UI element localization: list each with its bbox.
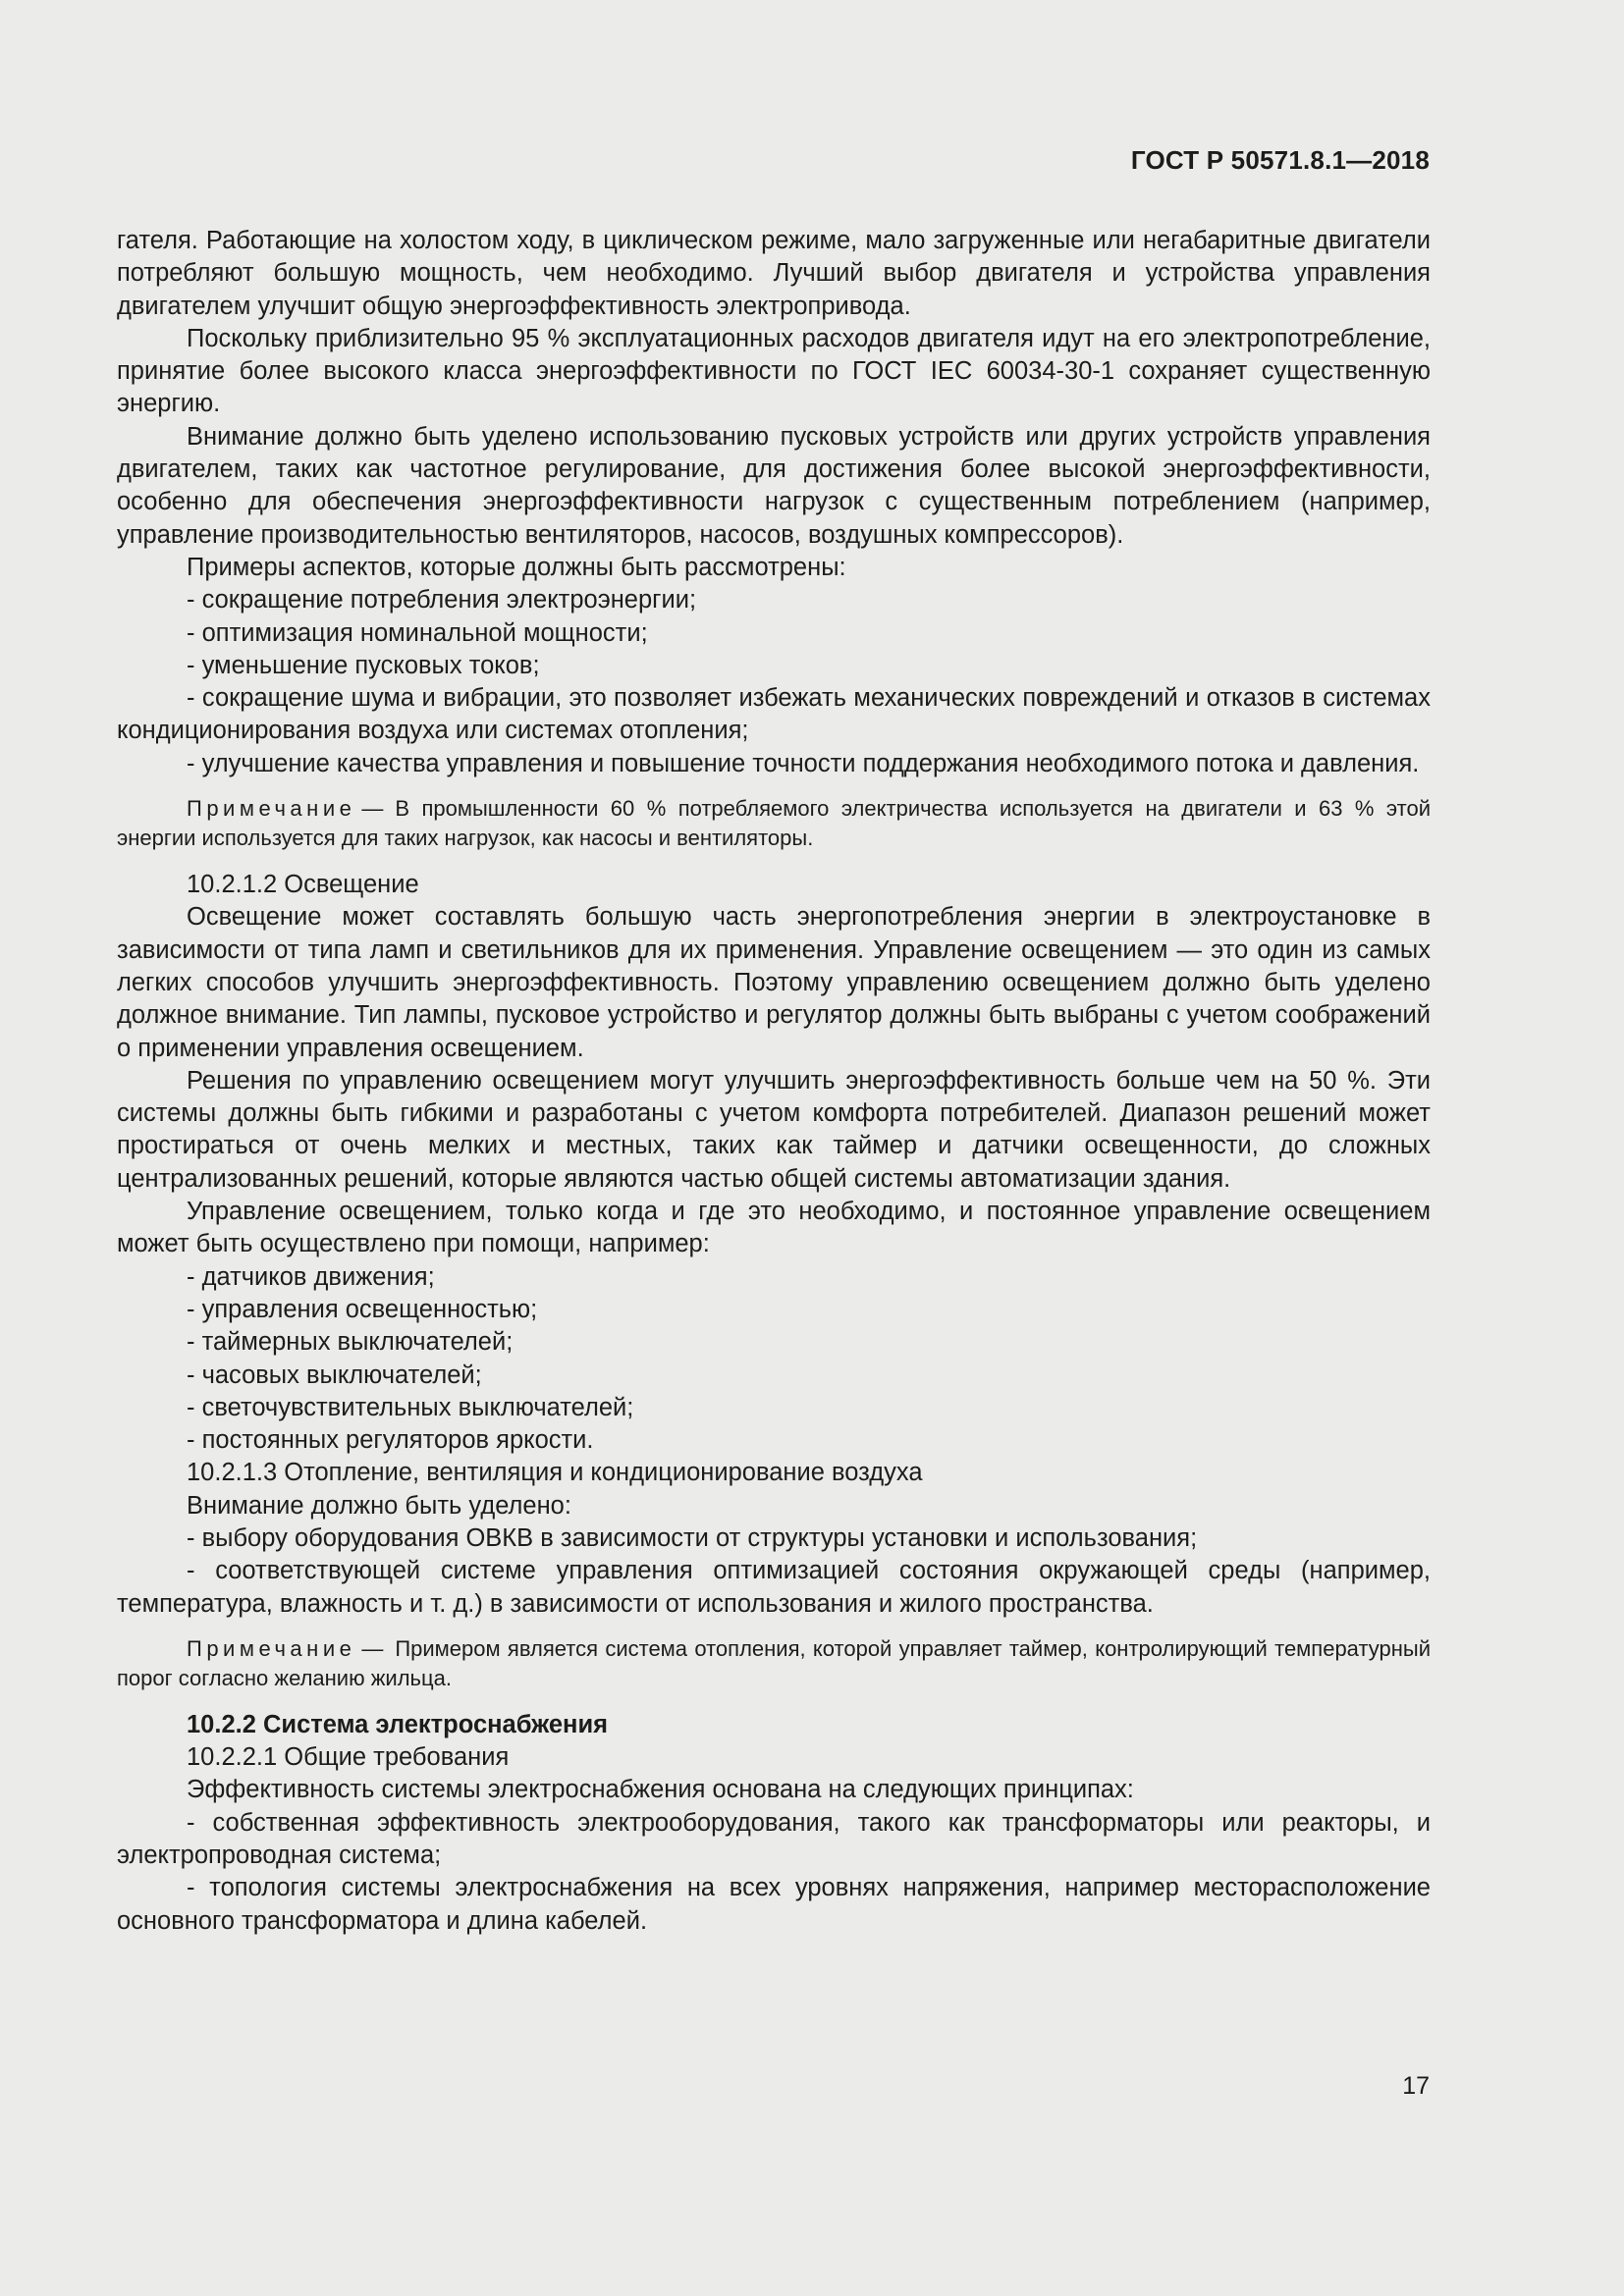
paragraph: Внимание должно быть уделено использованию пусковых устройств или других устройств управления двигателем, таких как частотное регулирование, для достижения более высокой энергоэффективности, особенно для обеспечения энергоэффективности нагрузок с существенным потреблением (например, управление производительностью вентиляторов, насосов, воздушных компрессоров). (117, 422, 1431, 549)
note-label: Примечание (187, 796, 356, 822)
list-item: - соответствующей системе управления оптимизацией состояния окружающей среды (например, температура, влажность и т. д.) в зависимости от использования и жилого пространства. (117, 1557, 1431, 1618)
note-label: Примечание (187, 1635, 356, 1661)
list-item: - сокращение потребления электроэнергии; (187, 586, 697, 614)
page-body (117, 225, 1431, 1938)
paragraph: Примеры аспектов, которые должны быть рассмотрены: (187, 553, 846, 581)
list-item: - таймерных выключателей; (187, 1328, 514, 1357)
note (117, 1634, 1431, 1693)
list-item: - управления освещенностью; (187, 1295, 538, 1323)
note-dash: — (361, 796, 384, 822)
section-heading: 10.2.1.3 Отопление, вентиляция и кондиционирование воздуха (187, 1459, 923, 1487)
list-item: - часовых выключателей; (187, 1361, 482, 1389)
page-number: 17 (1402, 2072, 1430, 2100)
paragraph: Внимание должно быть уделено: (187, 1491, 571, 1520)
note (117, 794, 1431, 853)
section-heading: 10.2.1.2 Освещение (187, 871, 419, 899)
paragraph: Управление освещением, только когда и где это необходимо, и постоянное управление освещением может быть осуществлено при помощи, например: (117, 1198, 1431, 1258)
note-text: Примером является система отопления, которой управляет таймер, контролирующий температурный порог согласно желанию жильца. (117, 1635, 1431, 1690)
list-item: - постоянных регуляторов яркости. (187, 1426, 594, 1455)
document-header: ГОСТ Р 50571.8.1—2018 (1130, 145, 1430, 175)
list-item: - топология системы электроснабжения на всех уровнях напряжения, например месторасположение основного трансформатора и длина кабелей. (117, 1874, 1431, 1935)
list-item: - сокращение шума и вибрации, это позволяет избежать механических повреждений и отказов в системах кондиционирования воздуха или системах отопления; (117, 684, 1431, 745)
list-item: - собственная эффективность электрооборудования, такого как трансформаторы или реакторы, и электропроводная система; (117, 1808, 1431, 1870)
list-item: - выбору оборудования ОВКВ в зависимости от структуры установки и использования; (187, 1523, 1198, 1552)
list-item: - светочувствительных выключателей; (187, 1393, 634, 1421)
paragraph: Решения по управлению освещением могут улучшить энергоэффективность больше чем на 50 %. Эти системы должны быть гибкими и разработаны с учетом комфорта потребителей. Диапазон решений может простираться от очень мелких и местных, таких как таймер и датчики освещенности, до сложных централизованных решений, которые являются частью общей системы автоматизации здания. (117, 1066, 1431, 1193)
paragraph: Освещение может составлять большую часть энергопотребления энергии в электроустановке в зависимости от типа ламп и светильников для их применения. Управление освещением — это один из самых легких способов улучшить энергоэффективность. Поэтому управлению освещением должно быть уделено должное внимание. Тип лампы, пусковое устройство и регулятор должны быть выбраны с учетом соображений о применении управления освещением. (117, 903, 1431, 1062)
paragraph: гателя. Работающие на холостом ходу, в циклическом режиме, мало загруженные или негабаритные двигатели потребляют большую мощность, чем необходимо. Лучший выбор двигателя и устройства управления двигателем улучшит общую энергоэффективность электропривода. (117, 227, 1431, 320)
paragraph: Поскольку приблизительно 95 % эксплуатационных расходов двигателя идут на его электропотребление, принятие более высокого класса энергоэффективности по ГОСТ IEC 60034-30-1 сохраняет существенную энергию. (117, 324, 1431, 418)
section-heading: 10.2.2.1 Общие требования (187, 1743, 510, 1772)
section-heading: 10.2.2 Система электроснабжения (187, 1710, 609, 1738)
list-item: - датчиков движения; (187, 1262, 435, 1291)
note-text: В промышленности 60 % потребляемого электричества используется на двигатели и 63 % этой энергии используется для таких нагрузок, как насосы и вентиляторы. (117, 796, 1431, 851)
list-item: - оптимизация номинальной мощности; (187, 618, 648, 647)
list-item: - улучшение качества управления и повышение точности поддержания необходимого потока и давления. (187, 749, 1420, 777)
note-dash: — (361, 1635, 384, 1661)
paragraph: Эффективность системы электроснабжения основана на следующих принципах: (187, 1776, 1134, 1804)
list-item: - уменьшение пусковых токов; (187, 651, 540, 679)
